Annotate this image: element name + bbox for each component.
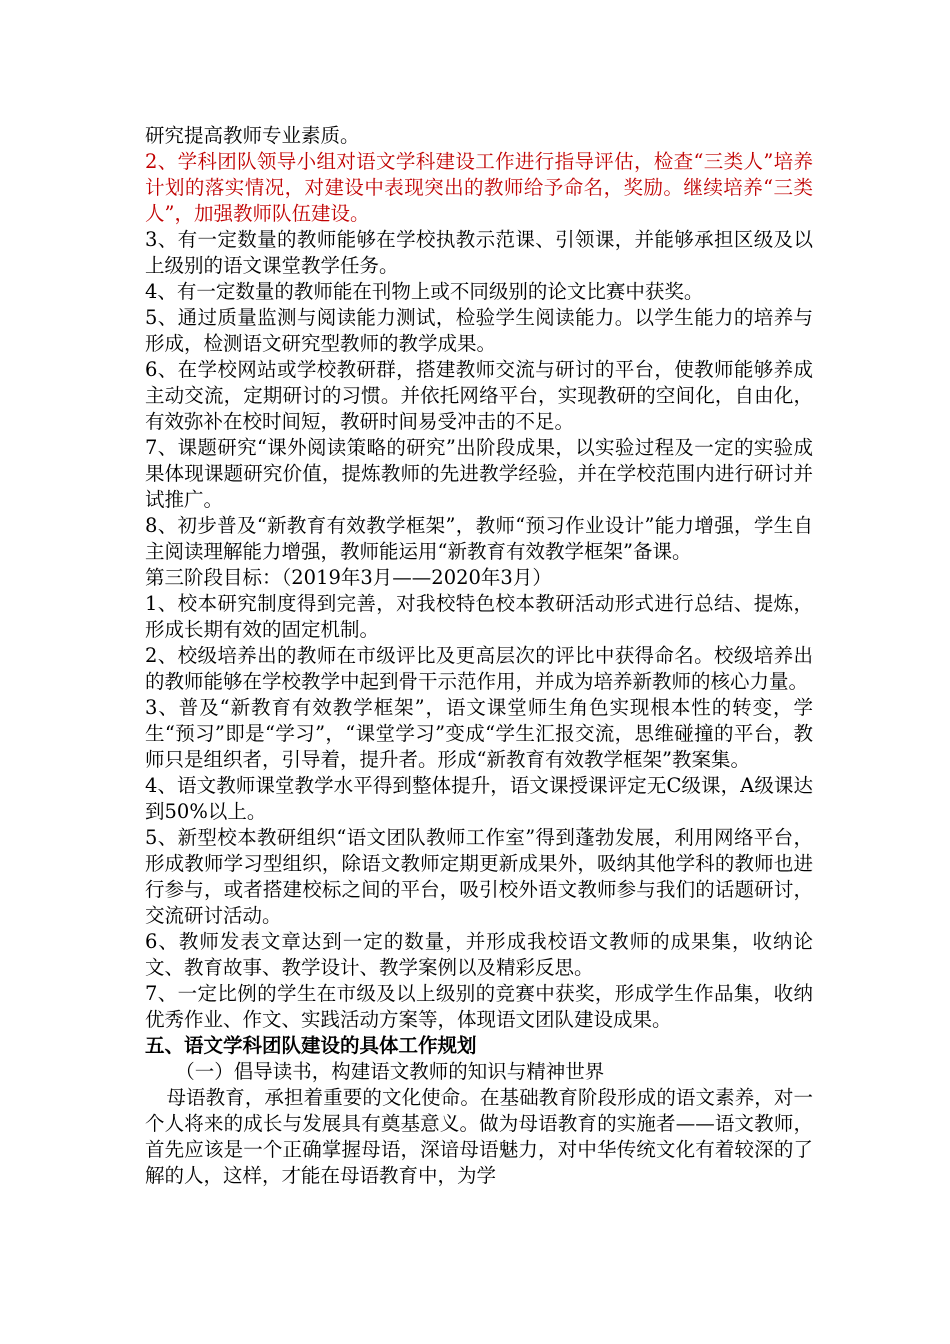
paragraph-6: 7、课题研究“课外阅读策略的研究”出阶段成果，以实验过程及一定的实验成果体现课题研究价值，提炼教师的先进教学经验，并在学校范围内进行研讨并试推广。 <box>145 436 813 511</box>
paragraph-18: 母语教育，承担着重要的文化使命。在基础教育阶段形成的语文素养，对一个人将来的成长与发展具有奠基意义。做为母语教育的实施者——语文教师，首先应该是一个正确掌握母语，深谙母语魅力，对中华传统文化有着较深的了解的人，这样，才能在母语教育中，为学 <box>145 1086 813 1187</box>
paragraph-11: 3、普及“新教育有效教学框架”，语文课堂师生角色实现根本性的转变，学生“预习”即是“学习”，“课堂学习”变成“学生汇报交流，思维碰撞的平台，教师只是组织者，引导着，提升者。形成“新教育有效教学框架”教案集。 <box>145 696 813 771</box>
subsection-one-heading: （一）倡导读书，构建语文教师的知识与精神世界 <box>175 1060 605 1083</box>
section-five-heading: 五、语文学科团队建设的具体工作规划 <box>145 1034 477 1057</box>
paragraph-5: 6、在学校网站或学校教研群，搭建教师交流与研讨的平台，使教师能够养成主动交流，定期研讨的习惯。并依托网络平台，实现教研的空间化，自由化，有效弥补在校时间短，教研时间易受冲击的不足。 <box>145 358 813 433</box>
paragraph-7: 8、初步普及“新教育有效教学框架”，教师“预习作业设计”能力增强，学生自主阅读理解能力增强，教师能运用“新教育有效教学框架”备课。 <box>145 514 813 563</box>
paragraph-2: 3、有一定数量的教师能够在学校执教示范课、引领课，并能够承担区级及以上级别的语文课堂教学任务。 <box>145 228 813 277</box>
paragraph-1-highlighted: 2、学科团队领导小组对语文学科建设工作进行指导评估，检查“三类人”培养计划的落实情况，对建设中表现突出的教师给予命名，奖励。继续培养“三类人”，加强教师队伍建设。 <box>145 150 813 225</box>
paragraph-13: 5、新型校本教研组织“语文团队教师工作室”得到蓬勃发展，利用网络平台，形成教师学习型组织，除语文教师定期更新成果外，吸纳其他学科的教师也进行参与，或者搭建校标之间的平台，吸引校外语文教师参与我们的话题研讨，交流研讨活动。 <box>145 826 813 927</box>
paragraph-14: 6、教师发表文章达到一定的数量，并形成我校语文教师的成果集，收纳论文、教育故事、教学设计、教学案例以及精彩反思。 <box>145 930 813 979</box>
paragraph-3: 4、有一定数量的教师能在刊物上或不同级别的论文比赛中获奖。 <box>145 280 704 303</box>
paragraph-9: 1、校本研究制度得到完善，对我校特色校本教研活动形式进行总结、提炼，形成长期有效的固定机制。 <box>145 592 813 641</box>
stage-three-heading: 第三阶段目标：（2019年3月——2020年3月） <box>145 566 552 589</box>
document-page <box>145 123 813 1189</box>
paragraph-0: 研究提高教师专业素质。 <box>145 124 360 147</box>
paragraph-10: 2、校级培养出的教师在市级评比及更高层次的评比中获得命名。校级培养出的教师能够在学校教学中起到骨干示范作用，并成为培养新教师的核心力量。 <box>145 644 813 693</box>
paragraph-15: 7、一定比例的学生在市级及以上级别的竞赛中获奖，形成学生作品集，收纳优秀作业、作文、实践活动方案等，体现语文团队建设成果。 <box>145 982 813 1031</box>
paragraph-4: 5、通过质量监测与阅读能力测试，检验学生阅读能力。以学生能力的培养与形成，检测语文研究型教师的教学成果。 <box>145 306 813 355</box>
paragraph-12: 4、语文教师课堂教学水平得到整体提升，语文课授课评定无C级课，A级课达到50%以上。 <box>145 774 813 823</box>
